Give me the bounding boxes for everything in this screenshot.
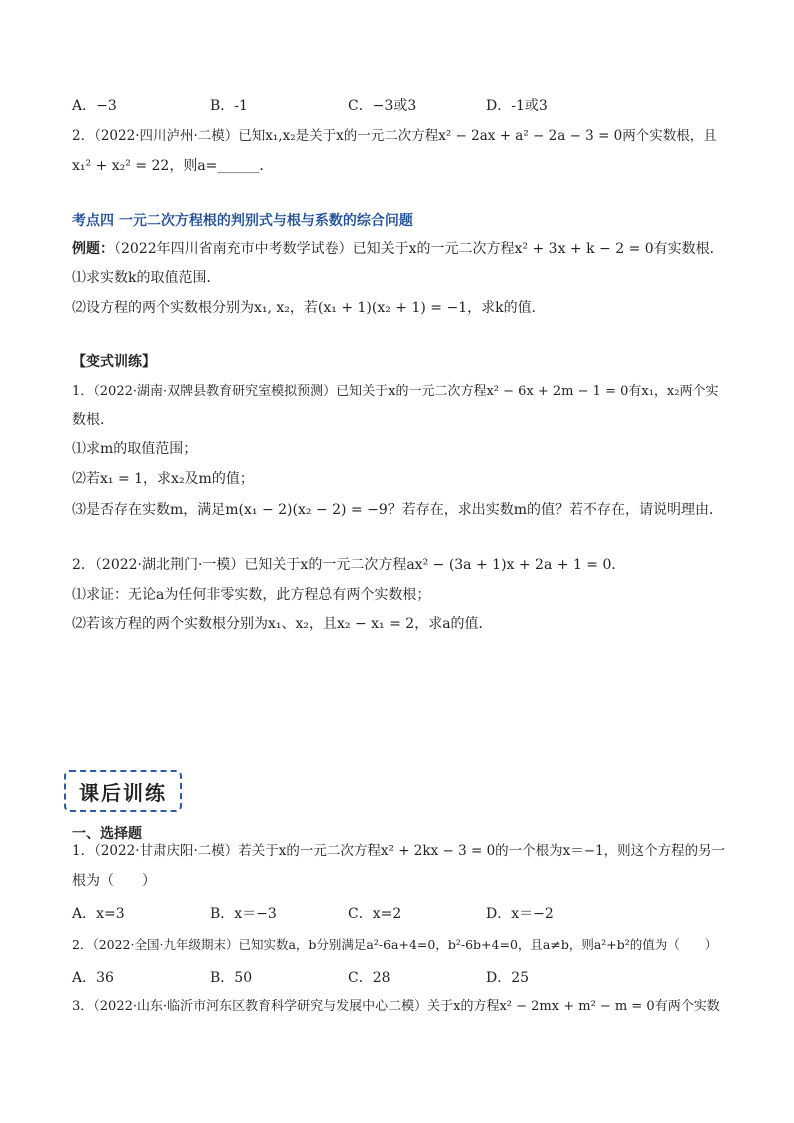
- after-q2-line: 2．（2022·全国·九年级期末）已知实数a，b分别满足a²-6a+4=0，b²-6b+4=0，且a≠b，则a²+b²的值为（ ）: [72, 937, 718, 952]
- after-q1-option-d: D．x＝−2: [486, 906, 554, 922]
- after-class-label: 课后训练: [79, 780, 167, 805]
- after-q2-option-a: A．36: [72, 970, 114, 986]
- option-d: D．-1或3: [486, 98, 548, 114]
- variant-q2-part2: ⑵若该方程的两个实数根分别为x₁、x₂，且x₂ − x₁ = 2，求a的值．: [72, 616, 493, 632]
- variant-q1-line2: 数根．: [72, 412, 114, 428]
- example-line: [72, 239, 724, 259]
- example-text: （2022年四川省南充市中考数学试卷）已知关于x的一元二次方程x² + 3x + k − 2 = 0有实数根．: [114, 241, 724, 257]
- after-q1-option-c: C．x=2: [348, 906, 402, 922]
- after-q1-option-b: B．x＝−3: [210, 906, 277, 922]
- after-class-badge: [64, 770, 182, 812]
- example-part2: ⑵设方程的两个实数根分别为x₁, x₂，若(x₁ + 1)(x₂ + 1) = −1，求k的值．: [72, 300, 546, 316]
- example-label: 例题：: [72, 241, 114, 257]
- variant-q1-part1: ⑴求m的取值范围；: [72, 441, 198, 457]
- q2-line2: x₁² + x₂² = 22，则a=______．: [72, 158, 274, 174]
- variant-q1-part2: ⑵若x₁ = 1，求x₂及m的值；: [72, 471, 254, 487]
- after-section-heading: 一、选择题: [72, 826, 142, 842]
- variant-q1-line1: 1．（2022·湖南·双牌县教育研究室模拟预测）已知关于x的一元二次方程x² − 6x + 2m − 1 = 0有x₁，x₂两个实: [72, 384, 719, 399]
- variant-q2-part1: ⑴求证：无论a为任何非零实数，此方程总有两个实数根；: [72, 587, 431, 603]
- option-a: A．−3: [72, 98, 117, 114]
- after-q1-option-a: A．x=3: [72, 906, 125, 922]
- after-q1-line1: 1．（2022·甘肃庆阳·二模）若关于x的一元二次方程x² + 2kx − 3 = 0的一个根为x＝−1，则这个方程的另一: [72, 843, 726, 859]
- section-title: 考点四 一元二次方程根的判别式与根与系数的综合问题: [72, 213, 413, 229]
- variant-heading: 【变式训练】: [72, 354, 156, 370]
- example-part1: ⑴求实数k的取值范围．: [72, 270, 221, 286]
- after-q2-option-d: D．25: [486, 970, 530, 986]
- after-q2-option-c: C．28: [348, 970, 391, 986]
- q2-line1: 2．（2022·四川泸州·二模）已知x₁,x₂是关于x的一元二次方程x² − 2ax + a² − 2a − 3 = 0两个实数根，且: [72, 128, 717, 144]
- after-q1-line2: 根为（ ）: [72, 873, 156, 889]
- variant-q1-part3: ⑶是否存在实数m，满足m(x₁ − 2)(x₂ − 2) = −9？若存在，求出实数m的值？若不存在，请说明理由．: [72, 502, 724, 518]
- after-q3-line: 3．（2022·山东·临沂市河东区教育科学研究与发展中心二模）关于x的方程x² − 2mx + m² − m = 0有两个实数: [72, 999, 720, 1014]
- after-q2-option-b: B．50: [210, 970, 253, 986]
- option-c: C．−3或3: [348, 98, 417, 114]
- option-b: B．-1: [210, 98, 248, 114]
- variant-q2-line1: 2．（2022·湖北荆门·一模）已知关于x的一元二次方程ax² − (3a + 1)x + 2a + 1 = 0．: [72, 557, 626, 573]
